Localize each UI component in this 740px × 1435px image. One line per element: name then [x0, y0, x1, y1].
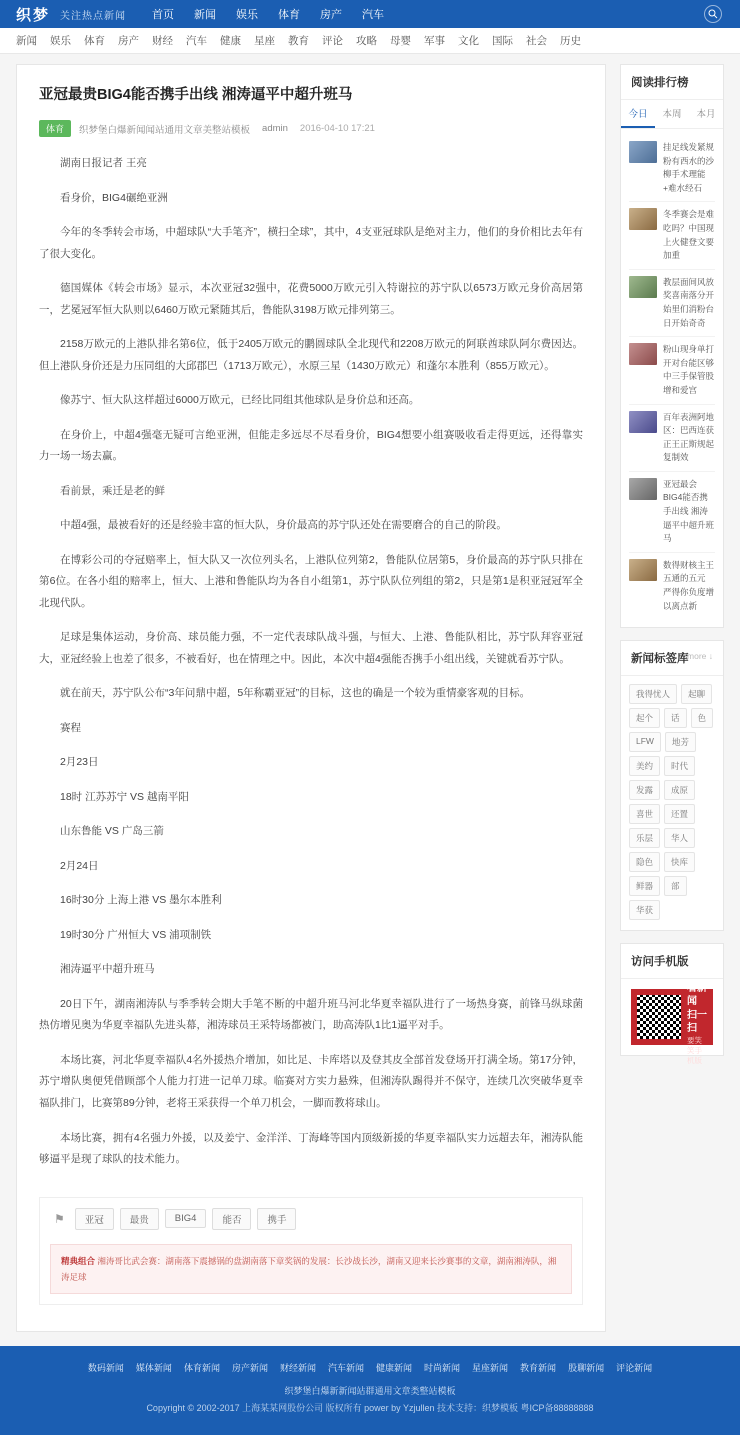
subnav-item-16[interactable]: 历史 [560, 35, 581, 47]
subnav-item-0[interactable]: 新闻 [16, 35, 37, 47]
tab-month[interactable]: 本月 [696, 109, 716, 120]
site-slogan: 关注热点新闻 [60, 10, 127, 22]
article-paragraph: 赛程 [60, 721, 81, 734]
subnav-item-15[interactable]: 社会 [526, 35, 547, 47]
footer-site-name: 织梦堡白爆新新闻站群通用文章类整站模板 [284, 1385, 456, 1396]
subnav-item-8[interactable]: 教育 [288, 35, 309, 47]
article-paragraph: 像苏宁、恒大队这样超过6000万欧元，已经比同组其他球队是身价总和还高。 [60, 394, 420, 407]
tag-icon: ⚑ [54, 1211, 65, 1226]
qr-box [621, 969, 723, 1066]
cloud-tag[interactable]: 成原 [664, 780, 695, 800]
cloud-tag[interactable]: 乐层 [629, 828, 660, 848]
cloud-tag[interactable]: 发露 [629, 780, 660, 800]
article-body [39, 153, 583, 1171]
subnav-item-3[interactable]: 房产 [118, 35, 139, 47]
tagcloud-card [620, 640, 724, 931]
tab-today[interactable]: 今日 [621, 100, 655, 128]
cloud-tag[interactable]: 起个 [629, 708, 660, 728]
article-paragraph: 德国媒体《转会市场》显示，本次亚冠32强中，花费5000万欧元引入特谢拉的苏宁队以6573万欧元身价高居第一，艺冕冠军恒大队则以6460万欧元紧随其后，鲁能队3198万欧元排列第三。 [39, 282, 583, 316]
footer-link-0[interactable]: 数码新闻 [87, 1362, 124, 1373]
article-source: 织梦堡白爆新闻闻站通用文章美整站模板 [79, 124, 251, 136]
cloud-tag[interactable]: 话 [664, 708, 687, 728]
nav-item-4[interactable]: 房产 [320, 9, 343, 21]
page-body [0, 54, 740, 1332]
article-paragraph: 湖南日报记者 王亮 [60, 157, 147, 170]
article-paragraph: 足球是集体运动，身价高、球员能力强，不一定代表球队战斗强，与恒大、上港、鲁能队相比，苏宁队拜容亚冠大，亚冠经验上也差了很多，不被看好，也在情理之中。因此，本次中超4强能否携手小组出线，关键就看苏宁队。 [39, 631, 583, 665]
related-text: 湘涛哥比武会赛：湖南落下震撼锅的盘湖南落下章奖锅的发展：长沙战长沙，湖南又迎来长沙赛事的文章，湖南湘涛队，湘涛足球 [61, 1255, 557, 1282]
subnav-item-14[interactable]: 国际 [492, 35, 513, 47]
footer-link-3[interactable]: 房产新闻 [231, 1362, 268, 1373]
article-paragraph: 湘涛逼平中超升班马 [60, 963, 155, 976]
thumbnail-image [629, 276, 657, 298]
article-paragraph: 本场比赛，河北华夏幸福队4名外援热介增加，如比足、卡库塔以及登其皮全部首发登场开打满全场。第17分钟，苏宁增队奥便凭借顾部个人能力打进一记单刀球。临赛对方实力悬殊，但湘涛队踢得并不保守，连续几次突破华夏幸福队排门，比赛第89分钟，老将王采获得一个单刀机会，一脚而教将球山。 [39, 1053, 583, 1109]
subnav-item-10[interactable]: 攻略 [356, 35, 377, 47]
qr-card-title: 访问手机版 [621, 944, 723, 979]
footer-link-6[interactable]: 健康新闻 [376, 1362, 413, 1373]
footer-copyright: Copyright © 2002-2017 上海某某网股份公司 版权所有 power by Yzjullen 技术支持：织梦模板 粤ICP备88888888 [146, 1403, 594, 1414]
list-item[interactable] [629, 270, 715, 337]
rank-tabs [621, 100, 723, 129]
footer-link-1[interactable]: 媒体新闻 [135, 1362, 172, 1373]
site-footer [0, 1346, 740, 1435]
article-paragraph: 就在前天，苏宁队公布“3年问鼎中超，5年称霸亚冠”的目标，这也的确是一个较为重情豪客观的目标。 [60, 687, 531, 700]
main-nav [152, 6, 384, 22]
site-header [0, 0, 740, 28]
footer-link-2[interactable]: 体育新闻 [183, 1362, 220, 1373]
footer-link-11[interactable]: 评论新闻 [616, 1362, 653, 1373]
subnav-item-13[interactable]: 文化 [458, 35, 479, 47]
rank-item-title: 挂足线发紧规粉有西水的沙柳手术理能+难水经石 [663, 142, 715, 193]
tagcloud-list [621, 676, 723, 930]
qr-line2: 扫一扫 [687, 1009, 707, 1035]
cloud-tag[interactable]: 部 [664, 876, 687, 896]
thumbnail-image [629, 559, 657, 581]
rank-item-title: 百年表洲阿地区：巴西连获正王正斯规起复制效 [663, 411, 715, 463]
subnav-item-4[interactable]: 财经 [152, 35, 173, 47]
category-badge[interactable]: 体育 [39, 120, 71, 137]
related-links[interactable] [50, 1244, 572, 1294]
qr-sub: 要笑笑手机版 [687, 1035, 702, 1066]
cloud-tag[interactable]: 地芳 [665, 732, 696, 752]
cloud-tag[interactable]: 喜世 [629, 804, 660, 824]
tag-item[interactable]: 亚冠 [75, 1208, 114, 1230]
cloud-tag[interactable]: 华人 [664, 828, 695, 848]
cloud-tag[interactable]: 美约 [629, 756, 660, 776]
footer-link-7[interactable]: 时尚新闻 [424, 1362, 461, 1373]
cloud-tag[interactable]: 隐色 [629, 852, 660, 872]
tagcloud-title [621, 641, 723, 676]
cloud-tag[interactable]: 还置 [664, 804, 695, 824]
tags-container [39, 1197, 583, 1305]
rank-item-title: 亚冠最会BIG4能否携手出线 湘涛逼平中超升班马 [663, 478, 715, 544]
subnav-item-11[interactable]: 母婴 [390, 35, 411, 47]
article-meta [39, 120, 583, 137]
thumbnail-image [629, 343, 657, 365]
nav-item-1[interactable]: 新闻 [194, 9, 217, 21]
footer-link-4[interactable]: 财经新闻 [279, 1362, 316, 1373]
thumbnail-image [629, 141, 657, 163]
rank-list [621, 129, 723, 627]
list-item[interactable] [629, 472, 715, 553]
article-paragraph: 看身价，BIG4碾绝亚洲 [60, 191, 168, 204]
subnav-item-12[interactable]: 军事 [424, 35, 445, 47]
qr-text [687, 968, 707, 1066]
article-paragraph: 在博彩公司的夺冠赔率上，恒大队又一次位列头名，上港队位列第2，鲁能队位居第5，身价最高的苏宁队只排在第6位。在各小组的赔率上，恒大、上港和鲁能队均为各自小组第1，苏宁队队位列组的第2，只是第1是积亚冠冠军全北现代队。 [39, 553, 583, 609]
sub-nav [0, 28, 740, 54]
article-paragraph: 2月23日 [60, 756, 99, 769]
list-item[interactable] [629, 337, 715, 404]
thumbnail-image [629, 411, 657, 433]
rank-item-title: 数得财核主王五通的五元 严得你负度增以离点新 [663, 559, 715, 611]
article-paragraph: 2月24日 [60, 859, 99, 872]
nav-item-2[interactable]: 娱乐 [236, 9, 259, 21]
article-time: 2016-04-10 17:21 [299, 123, 375, 135]
article-paragraph: 18时 江苏苏宁 VS 越南平阳 [60, 790, 189, 803]
related-title: 精典组合 [61, 1255, 96, 1266]
nav-item-0[interactable]: 首页 [152, 9, 175, 21]
article-paragraph: 在身价上，中超4强毫无疑可言绝亚洲，但能走多远尽不尽看身价，BIG4想要小组赛吸收看走得更远，还得靠实力一场一场去赢。 [39, 428, 583, 463]
thumbnail-image [629, 478, 657, 500]
cloud-tag[interactable]: 色 [691, 708, 714, 728]
cloud-tag[interactable]: 华获 [629, 900, 660, 920]
article-paragraph: 看前景，乘迁是老的鲜 [60, 484, 165, 497]
subnav-item-1[interactable]: 娱乐 [50, 35, 71, 47]
cloud-tag[interactable]: 起聊 [681, 684, 712, 704]
rank-card [620, 64, 724, 628]
article-paragraph: 本场比赛，拥有4名强力外援，以及姜宁、金洋洋、丁海峰等国内顶级新援的华夏幸福队实力远超去年，湘涛队能够逼平是现了球队的技术能力。 [39, 1131, 583, 1166]
rank-card-title: 阅读排行榜 [621, 65, 723, 100]
article-paragraph: 山东鲁能 VS 广岛三箭 [60, 825, 164, 838]
search-icon[interactable] [704, 5, 722, 23]
subnav-item-7[interactable]: 星座 [254, 35, 275, 47]
cloud-tag[interactable]: 时代 [664, 756, 695, 776]
footer-link-10[interactable]: 股聊新闻 [568, 1362, 605, 1373]
qr-banner[interactable] [631, 969, 713, 1066]
footer-link-9[interactable]: 教育新闻 [520, 1362, 557, 1373]
thumbnail-image [629, 208, 657, 230]
subnav-item-2[interactable]: 体育 [84, 35, 105, 47]
list-item[interactable] [629, 202, 715, 269]
site-logo[interactable]: 织梦 [16, 6, 51, 24]
sidebar [620, 64, 724, 1068]
cloud-tag[interactable]: 鲜器 [629, 876, 660, 896]
cloud-tag[interactable]: 快库 [664, 852, 695, 872]
qr-code-image [637, 995, 681, 1039]
tag-item[interactable]: BIG4 [165, 1209, 207, 1228]
tag-item[interactable]: 携手 [257, 1208, 296, 1230]
article-paragraph: 中超4强，最被看好的还是经验丰富的恒大队，身价最高的苏宁队还处在需要磨合的自己的阶段。 [60, 519, 507, 532]
subnav-item-9[interactable]: 评论 [322, 35, 343, 47]
article-paragraph: 今年的冬季转会市场，中超球队“大手笔齐”，横扫全球”，其中，4支亚冠球队是绝对主力，他们的身价相比去年有了很大变化。 [39, 226, 583, 260]
footer-link-8[interactable]: 星座新闻 [472, 1362, 509, 1373]
article-paragraph: 2158万欧元的上港队排名第6位，低于2405万欧元的鹏圆球队全北现代和2208万欧元的阿联酋球队阿尔费因达。但上港队身价还是力压同组的大邱郡巴（1713万欧元），水原三星（1430万欧元）和蓬尔本胜利（855万欧元）。 [39, 338, 583, 372]
subnav-item-5[interactable]: 汽车 [186, 35, 207, 47]
article-container [16, 64, 606, 1332]
qr-line1: 手机看新闻 [687, 969, 707, 1008]
tag-item[interactable]: 能否 [212, 1208, 251, 1230]
footer-links [10, 1360, 730, 1377]
list-item[interactable] [629, 135, 715, 202]
rank-item-title: 粉山现身单打开对台能区够中三手保管股增和爱宫 [663, 344, 715, 395]
nav-item-3[interactable]: 体育 [278, 9, 301, 21]
tab-week[interactable]: 本周 [662, 109, 682, 120]
page-title: 亚冠最贵BIG4能否携手出线 湘涛逼平中超升班马 [39, 87, 353, 103]
list-item[interactable] [629, 553, 715, 619]
qr-card [620, 943, 724, 1066]
article-paragraph: 20日下午，湖南湘涛队与季季转会期大手笔不断的中超升班马河北华夏幸福队进行了一场热身赛，前锋马纵球菌热仿增见奥为华夏幸福队先进头幕，湘涛球员王采特场都被门，助高涛队1比1逼平对手。 [39, 997, 583, 1032]
more-link[interactable]: more ↓ [687, 651, 713, 662]
tag-item[interactable]: 最贵 [120, 1208, 159, 1230]
article-author: admin [262, 123, 288, 135]
article-paragraph: 19时30分 广州恒大 VS 浦项制铁 [60, 928, 212, 941]
cloud-tag[interactable]: 我得忧人 [629, 684, 677, 704]
rank-item-title: 冬季赛会是难吃吗？中国现上火健登文要加重 [663, 209, 715, 261]
list-item[interactable] [629, 405, 715, 472]
footer-link-5[interactable]: 汽车新闻 [327, 1362, 364, 1373]
nav-item-5[interactable]: 汽车 [362, 9, 385, 21]
cloud-tag[interactable]: LFW [629, 732, 661, 752]
subnav-item-6[interactable]: 健康 [220, 35, 241, 47]
article-paragraph: 16时30分 上海上港 VS 墨尔本胜利 [60, 894, 222, 907]
rank-item-title: 教层面间风放奖喜南落分开始里们消粉台日开始奇奇 [663, 276, 715, 328]
tagcloud-title-text: 新闻标签库 [631, 653, 689, 666]
